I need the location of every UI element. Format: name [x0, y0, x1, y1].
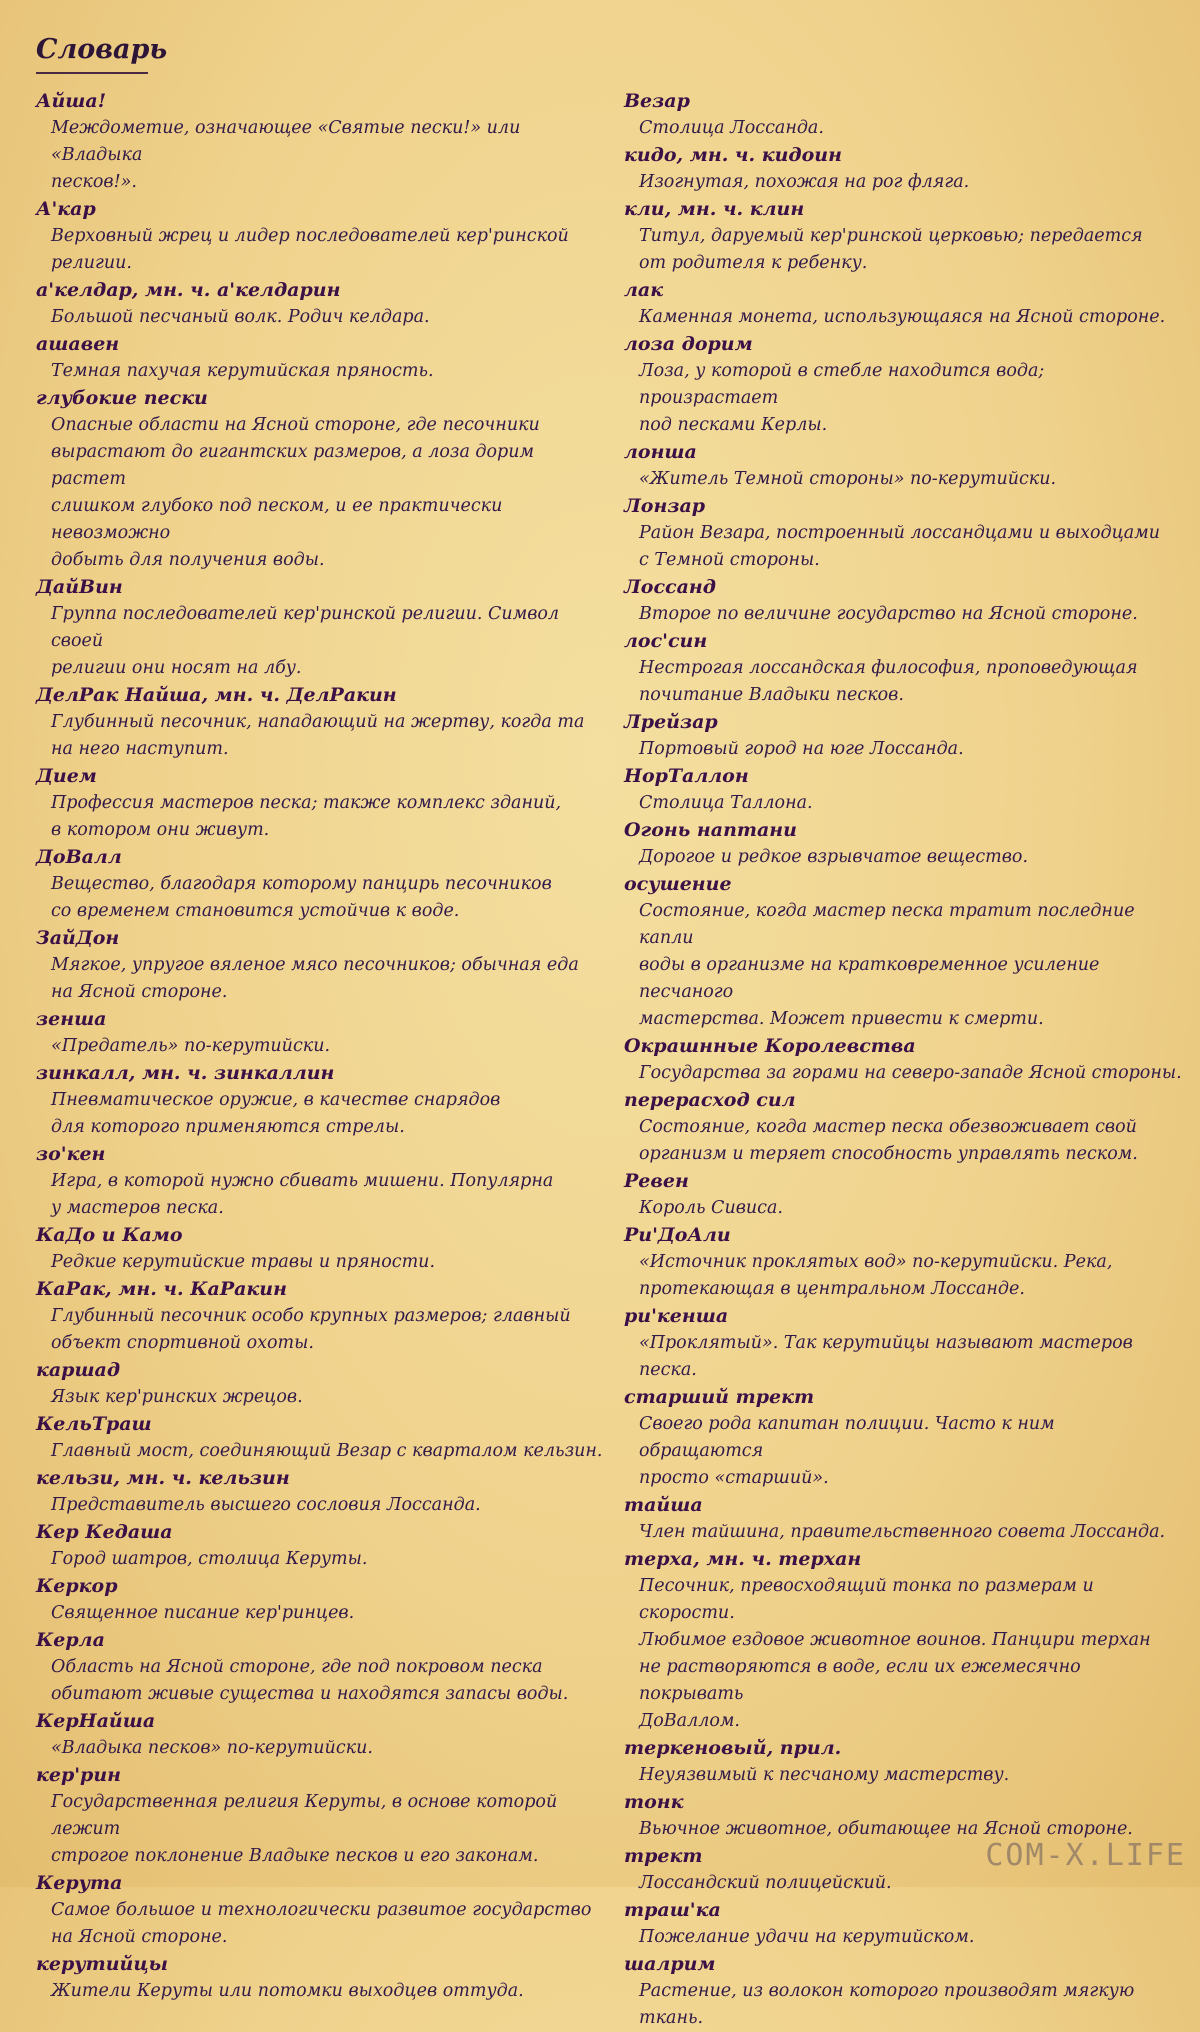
glossary-definition-line: не растворяются в воде, если их ежемесячно покрывать	[639, 1657, 1081, 1704]
glossary-entry	[624, 1033, 1184, 1087]
glossary-definition-line: Член тайшина, правительственного совета Лоссанда.	[639, 1522, 1166, 1542]
glossary-term: Лоссанд	[624, 576, 716, 598]
glossary-term: Керута	[36, 1872, 123, 1894]
glossary-term: тонк	[624, 1791, 684, 1813]
glossary-term: кер'рин	[36, 1764, 121, 1786]
glossary-entry	[624, 1492, 1184, 1546]
title-underline	[36, 72, 148, 74]
glossary-definition-line: в котором они живут.	[51, 820, 270, 840]
glossary-term: ДоВалл	[36, 846, 122, 868]
glossary-definition-line: Портовый город на юге Лоссанда.	[639, 739, 964, 759]
glossary-term: зинкалл, мн. ч. зинкаллин	[36, 1062, 335, 1084]
glossary-entry	[624, 439, 1184, 493]
glossary-definition-line: Группа последователей кер'ринской религии. Символ своей	[51, 604, 560, 651]
glossary-definition-line: Своего рода капитан полиции. Часто к ним обращаются	[639, 1414, 1055, 1461]
glossary-term: ЗайДон	[36, 927, 120, 949]
glossary-entry	[36, 763, 606, 844]
glossary-term: лоза дорим	[624, 333, 753, 355]
glossary-term: а'келдар, мн. ч. а'келдарин	[36, 279, 341, 301]
glossary-term: керутийцы	[36, 1953, 168, 1975]
glossary-definition-line: Титул, даруемый кер'ринской церковью; передается	[639, 226, 1143, 246]
glossary-definition-line: Глубинный песочник особо крупных размеров; главный	[51, 1306, 571, 1326]
glossary-definition-line: Профессия мастеров песка; также комплекс зданий,	[51, 793, 562, 813]
glossary-term: ДайВин	[36, 576, 123, 598]
glossary-definition-line: Большой песчаный волк. Родич келдара.	[51, 307, 430, 327]
glossary-term: Керла	[36, 1629, 105, 1651]
glossary-entry	[624, 1951, 1184, 2032]
glossary-entry	[36, 1519, 606, 1573]
glossary-entry	[36, 277, 606, 331]
glossary-term: зо'кен	[36, 1143, 106, 1165]
glossary-term: КерНайша	[36, 1710, 156, 1732]
glossary-term: Кер Кедаша	[36, 1521, 173, 1543]
glossary-column-right	[624, 88, 1184, 2032]
glossary-term: Везар	[624, 90, 690, 112]
glossary-entry	[36, 1465, 606, 1519]
glossary-entry	[624, 628, 1184, 709]
glossary-term: лак	[624, 279, 664, 301]
glossary-definition-line: просто «старший».	[639, 1468, 829, 1488]
glossary-term: КаДо и Камо	[36, 1224, 183, 1246]
glossary-entry	[624, 196, 1184, 277]
glossary-definition-line: от родителя к ребенку.	[639, 253, 868, 273]
glossary-entry	[36, 1276, 606, 1357]
glossary-definition-line: Самое большое и технологически развитое государство	[51, 1900, 592, 1920]
glossary-term: КаРак, мн. ч. КаРакин	[36, 1278, 287, 1300]
glossary-entry	[36, 1762, 606, 1870]
glossary-definition-line: Неуязвимый к песчаному мастерству.	[639, 1765, 1010, 1785]
glossary-term: Ри'ДоАли	[624, 1224, 731, 1246]
glossary-definition-line: Жители Керуты или потомки выходцев оттуда.	[51, 1981, 524, 2001]
glossary-term: терха, мн. ч. терхан	[624, 1548, 862, 1570]
glossary-definition-line: добыть для получения воды.	[51, 550, 325, 570]
glossary-term: осушение	[624, 873, 732, 895]
glossary-entry	[624, 142, 1184, 196]
glossary-entry	[624, 1087, 1184, 1168]
glossary-term: каршад	[36, 1359, 121, 1381]
glossary-term: Керкор	[36, 1575, 118, 1597]
glossary-term: Лонзар	[624, 495, 706, 517]
glossary-definition-line: Язык кер'ринских жрецов.	[51, 1387, 303, 1407]
glossary-entry	[624, 1384, 1184, 1492]
glossary-entry	[624, 1897, 1184, 1951]
glossary-entry	[36, 925, 606, 1006]
glossary-term: КельТраш	[36, 1413, 152, 1435]
glossary-term: ДелРак Найша, мн. ч. ДелРакин	[36, 684, 397, 706]
glossary-definition-line: с Темной стороны.	[639, 550, 820, 570]
glossary-entry	[36, 682, 606, 763]
glossary-term: тайша	[624, 1494, 703, 1516]
glossary-entry	[36, 1060, 606, 1141]
glossary-entry	[36, 1357, 606, 1411]
glossary-definition-line: Изогнутая, похожая на рог фляга.	[639, 172, 970, 192]
glossary-term: Дием	[36, 765, 97, 787]
glossary-term: Ревен	[624, 1170, 689, 1192]
glossary-definition-line: песков!».	[51, 172, 137, 192]
glossary-entry	[36, 1141, 606, 1222]
glossary-definition-line: Опасные области на Ясной стороне, где песочники	[51, 415, 540, 435]
glossary-definition-line: Игра, в которой нужно сбивать мишени. Популярна	[51, 1171, 554, 1191]
glossary-definition-line: ДоВаллом.	[639, 1711, 740, 1731]
glossary-term: А'кар	[36, 198, 96, 220]
glossary-entry	[36, 1573, 606, 1627]
page-title: Словарь	[36, 34, 168, 65]
glossary-term: Лрейзар	[624, 711, 718, 733]
glossary-definition-line: «Владыка песков» по-керутийски.	[51, 1738, 373, 1758]
glossary-entry	[36, 1222, 606, 1276]
glossary-term: ашавен	[36, 333, 120, 355]
glossary-entry	[624, 493, 1184, 574]
glossary-entry	[36, 196, 606, 277]
glossary-definition-line: «Источник проклятых вод» по-керутийски. Река,	[639, 1252, 1113, 1272]
glossary-term: Огонь наптани	[624, 819, 797, 841]
glossary-term: Окрашнные Королевства	[624, 1035, 916, 1057]
glossary-definition-line: на Ясной стороне.	[51, 1927, 228, 1947]
glossary-definition-line: Государства за горами на северо-западе Ясной стороны.	[639, 1063, 1182, 1083]
glossary-term: кельзи, мн. ч. кельзин	[36, 1467, 290, 1489]
glossary-entry	[36, 88, 606, 196]
glossary-definition-line: Любимое ездовое животное воинов. Панцири терхан	[639, 1630, 1151, 1650]
glossary-term: теркеновый, прил.	[624, 1737, 842, 1759]
glossary-entry	[36, 1708, 606, 1762]
glossary-definition-line: Растение, из волокон которого производят мягкую ткань.	[639, 1981, 1135, 2028]
glossary-definition-line: Главный мост, соединяющий Везар с кварталом кельзин.	[51, 1441, 603, 1461]
glossary-definition-line: Столица Таллона.	[639, 793, 813, 813]
glossary-definition-line: Редкие керутийские травы и пряности.	[51, 1252, 436, 1272]
glossary-definition-line: мастерства. Может привести к смерти.	[639, 1009, 1044, 1029]
glossary-definition-line: Представитель высшего сословия Лоссанда.	[51, 1495, 481, 1515]
glossary-term: зенша	[36, 1008, 107, 1030]
glossary-entry	[624, 817, 1184, 871]
glossary-definition-line: Область на Ясной стороне, где под покровом песка	[51, 1657, 543, 1677]
glossary-entry	[624, 331, 1184, 439]
glossary-definition-line: «Проклятый». Так керутийцы называют мастеров песка.	[639, 1333, 1133, 1380]
glossary-definition-line: Священное писание кер'ринцев.	[51, 1603, 355, 1623]
glossary-term: шалрим	[624, 1953, 716, 1975]
glossary-term: перерасход сил	[624, 1089, 796, 1111]
glossary-term: Айша!	[36, 90, 107, 112]
glossary-column-left	[36, 88, 606, 2005]
glossary-definition-line: Каменная монета, использующаяся на Ясной стороне.	[639, 307, 1166, 327]
glossary-entry	[36, 574, 606, 682]
glossary-entry	[36, 1870, 606, 1951]
glossary-definition-line: под песками Керлы.	[639, 415, 828, 435]
glossary-definition-line: Пневматическое оружие, в качестве снарядов	[51, 1090, 501, 1110]
glossary-definition-line: обитают живые существа и находятся запасы воды.	[51, 1684, 569, 1704]
glossary-definition-line: объект спортивной охоты.	[51, 1333, 314, 1353]
glossary-definition-line: слишком глубоко под песком, и ее практически невозможно	[51, 496, 503, 543]
glossary-term: ри'кенша	[624, 1305, 729, 1327]
glossary-definition-line: Город шатров, столица Керуты.	[51, 1549, 368, 1569]
glossary-definition-line: протекающая в центральном Лоссанде.	[639, 1279, 1025, 1299]
glossary-entry	[36, 331, 606, 385]
glossary-definition-line: на него наступит.	[51, 739, 229, 759]
glossary-definition-line: Песочник, превосходящий тонка по размерам и скорости.	[639, 1576, 1094, 1623]
glossary-term: глубокие пески	[36, 387, 208, 409]
glossary-definition-line: Вьючное животное, обитающее на Ясной стороне.	[639, 1819, 1133, 1839]
glossary-definition-line: Лоссандский полицейский.	[639, 1873, 892, 1893]
glossary-definition-line: для которого применяются стрелы.	[51, 1117, 405, 1137]
glossary-term: лос'син	[624, 630, 708, 652]
glossary-definition-line: Столица Лоссанда.	[639, 118, 824, 138]
glossary-definition-line: Междометие, означающее «Святые пески!» или «Владыка	[51, 118, 521, 165]
glossary-definition-line: «Житель Темной стороны» по-керутийски.	[639, 469, 1057, 489]
glossary-entry	[624, 1735, 1184, 1789]
glossary-definition-line: воды в организме на кратковременное усиление песчаного	[639, 955, 1100, 1002]
glossary-definition-line: Пожелание удачи на керутийском.	[639, 1927, 975, 1947]
glossary-definition-line: Верховный жрец и лидер последователей кер'ринской религии.	[51, 226, 569, 273]
glossary-definition-line: строгое поклонение Владыке песков и его законам.	[51, 1846, 539, 1866]
glossary-definition-line: религии они носят на лбу.	[51, 658, 302, 678]
glossary-entry	[36, 385, 606, 574]
glossary-entry	[624, 1789, 1184, 1843]
glossary-entry	[624, 574, 1184, 628]
glossary-definition-line: Мягкое, упругое вяленое мясо песочников; обычная еда	[51, 955, 579, 975]
glossary-definition-line: вырастают до гигантских размеров, а лоза дорим растет	[51, 442, 535, 489]
glossary-entry	[36, 1627, 606, 1708]
glossary-entry	[624, 1168, 1184, 1222]
glossary-definition-line: Дорогое и редкое взрывчатое вещество.	[639, 847, 1029, 867]
glossary-term: НорТаллон	[624, 765, 749, 787]
glossary-definition-line: Второе по величине государство на Ясной стороне.	[639, 604, 1138, 624]
glossary-definition-line: «Предатель» по-керутийски.	[51, 1036, 331, 1056]
glossary-definition-line: Король Сивиса.	[639, 1198, 783, 1218]
glossary-entry	[624, 88, 1184, 142]
glossary-entry	[624, 1303, 1184, 1384]
glossary-entry	[36, 1006, 606, 1060]
glossary-entry	[624, 1222, 1184, 1303]
glossary-term: трект	[624, 1845, 703, 1867]
glossary-definition-line: на Ясной стороне.	[51, 982, 228, 1002]
glossary-definition-line: почитание Владыки песков.	[639, 685, 904, 705]
glossary-definition-line: Темная пахучая керутийская пряность.	[51, 361, 434, 381]
glossary-term: лонша	[624, 441, 697, 463]
glossary-term: кидо, мн. ч. кидоин	[624, 144, 842, 166]
glossary-entry	[624, 763, 1184, 817]
glossary-definition-line: у мастеров песка.	[51, 1198, 224, 1218]
glossary-entry	[36, 844, 606, 925]
glossary-term: траш'ка	[624, 1899, 721, 1921]
glossary-definition-line: Район Везара, построенный лоссандцами и выходцами	[639, 523, 1161, 543]
glossary-definition-line: Нестрогая лоссандская философия, проповедующая	[639, 658, 1138, 678]
glossary-definition-line: Глубинный песочник, нападающий на жертву, когда та	[51, 712, 585, 732]
glossary-definition-line: Лоза, у которой в стебле находится вода; произрастает	[639, 361, 1045, 408]
glossary-entry	[36, 1411, 606, 1465]
glossary-definition-line: Состояние, когда мастер песка тратит последние капли	[639, 901, 1135, 948]
glossary-term: кли, мн. ч. клин	[624, 198, 805, 220]
glossary-definition-line: со временем становится устойчив к воде.	[51, 901, 460, 921]
glossary-term: старший трект	[624, 1386, 815, 1408]
glossary-entry	[36, 1951, 606, 2005]
glossary-entry	[624, 871, 1184, 1033]
glossary-definition-line: Вещество, благодаря которому панцирь песочников	[51, 874, 552, 894]
glossary-entry	[624, 277, 1184, 331]
glossary-entry	[624, 709, 1184, 763]
glossary-definition-line: Состояние, когда мастер песка обезвоживает свой	[639, 1117, 1137, 1137]
glossary-entry	[624, 1546, 1184, 1735]
watermark: COM-X.LIFE	[985, 1838, 1186, 1873]
glossary-definition-line: Государственная религия Керуты, в основе которой лежит	[51, 1792, 558, 1839]
glossary-definition-line: организм и теряет способность управлять песком.	[639, 1144, 1138, 1164]
